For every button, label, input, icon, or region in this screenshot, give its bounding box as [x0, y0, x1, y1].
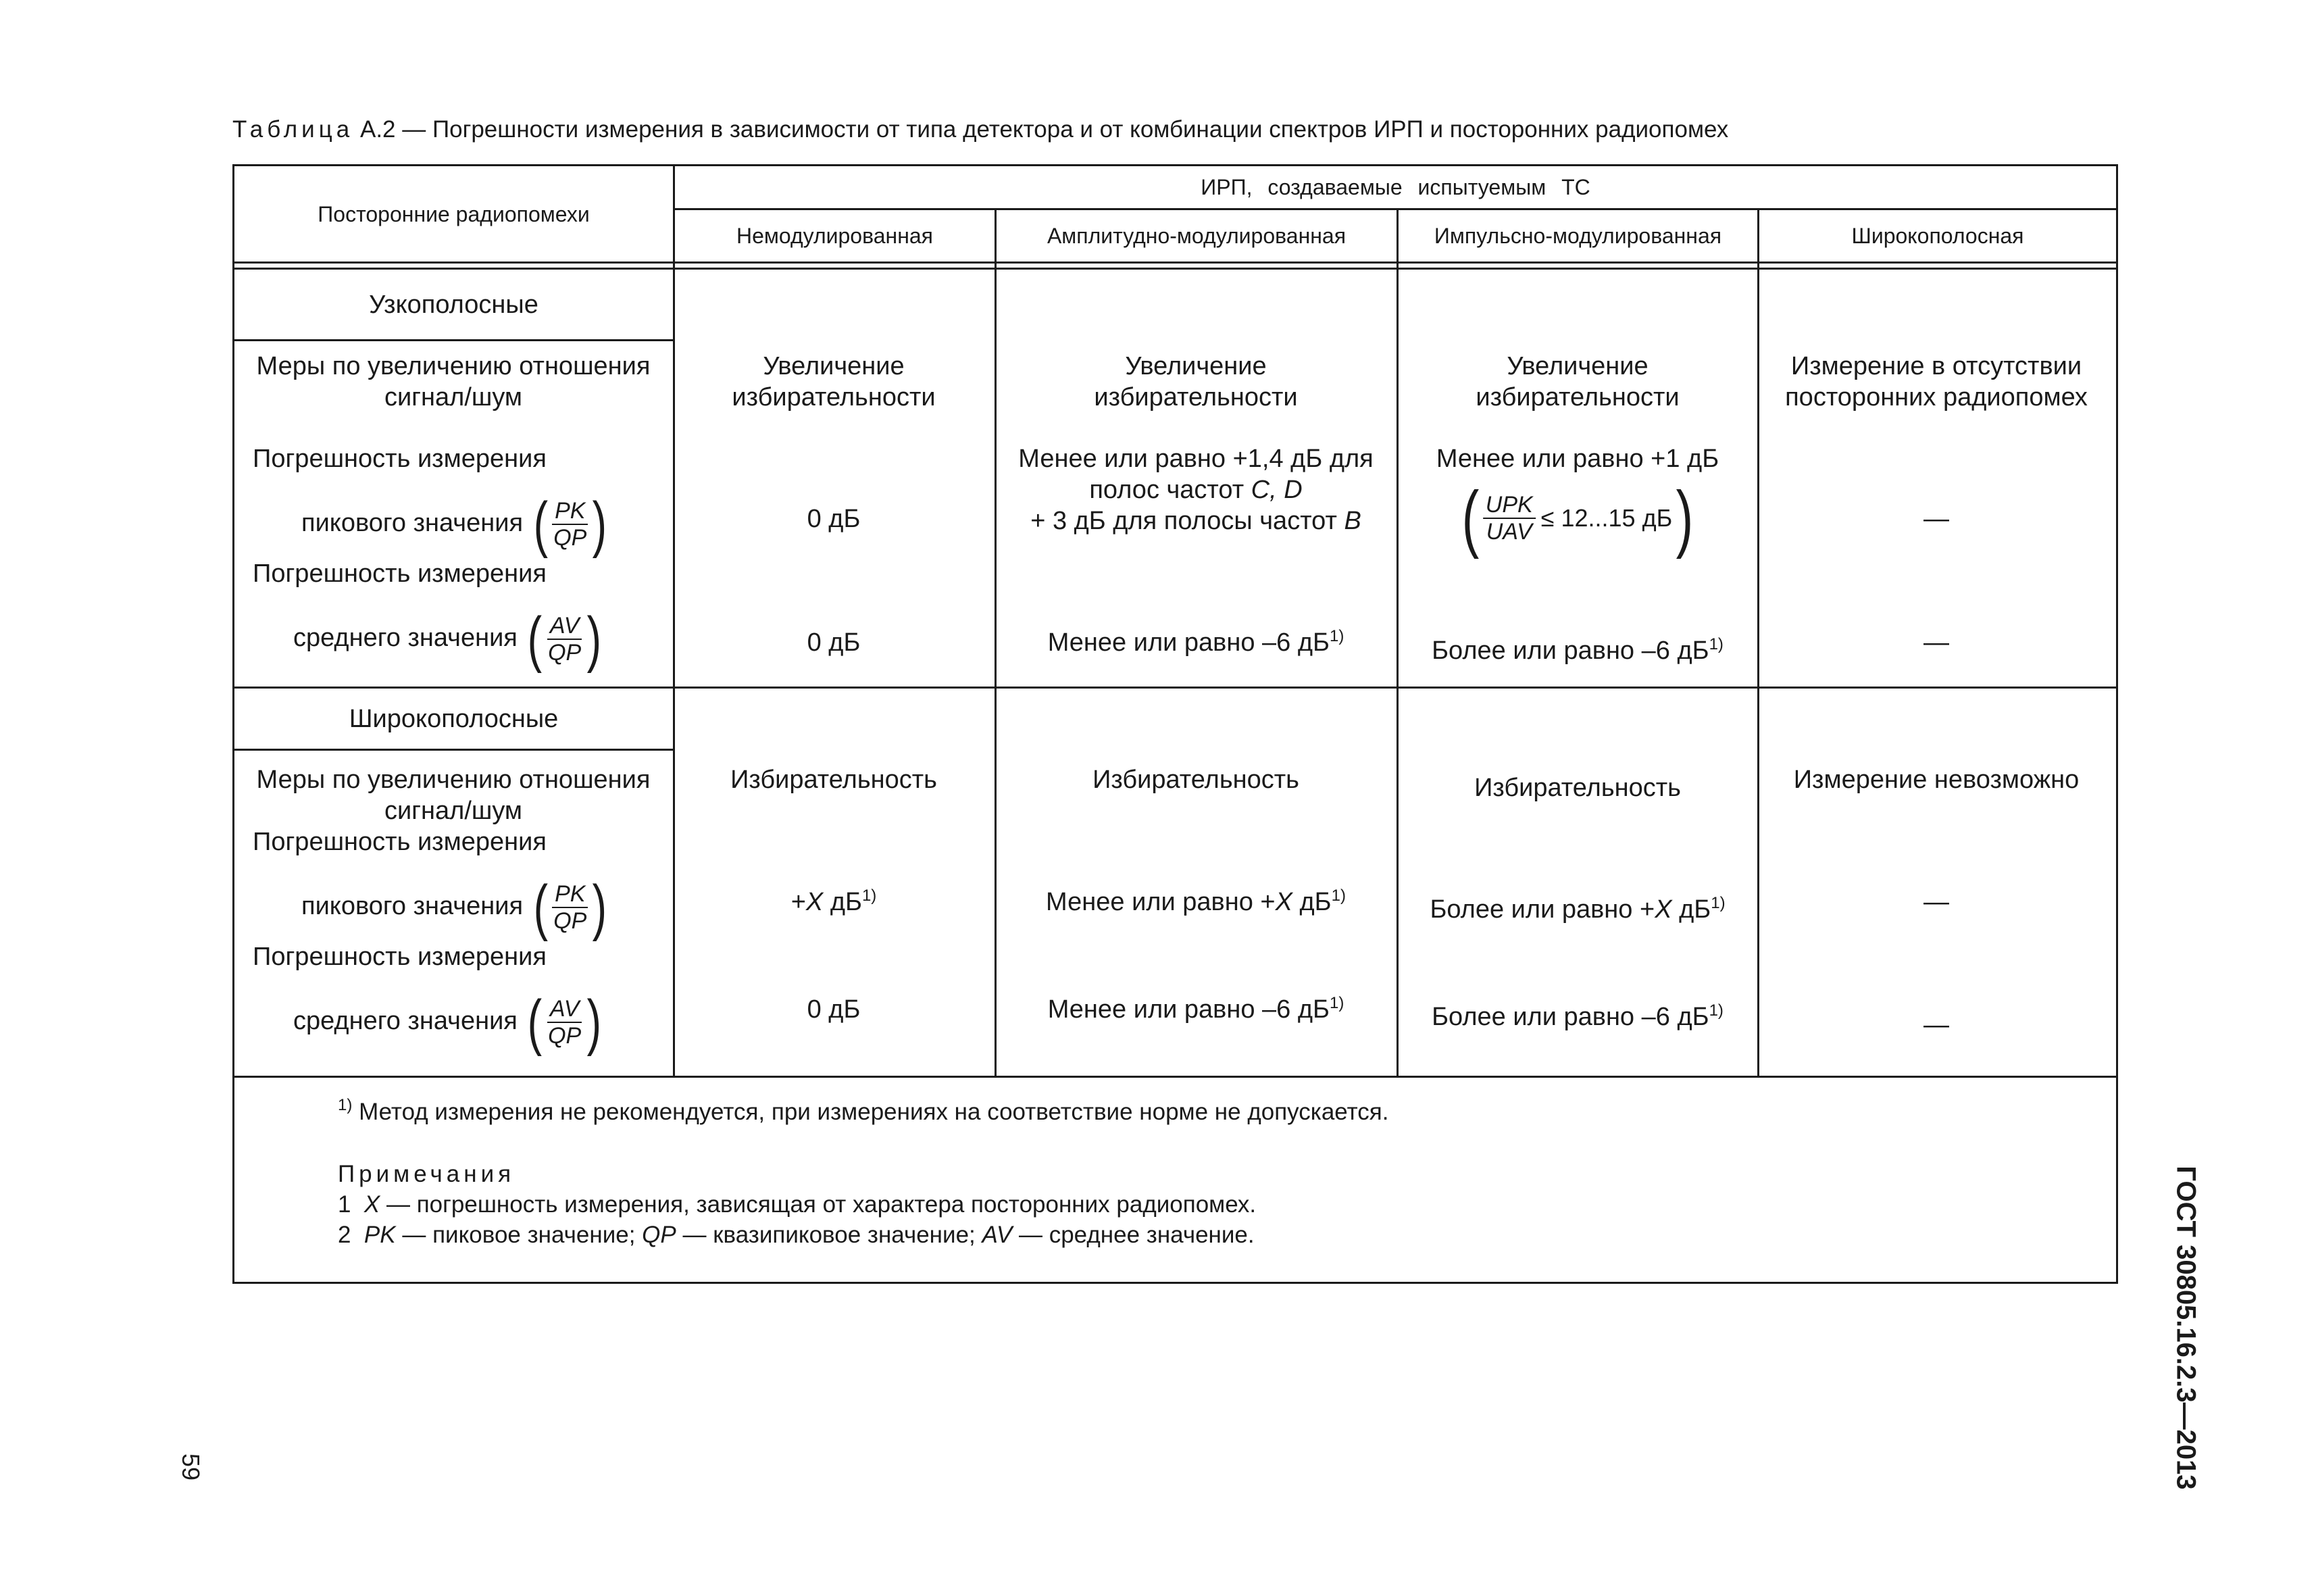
- av-qp-fraction: ( AV QP ): [528, 605, 602, 674]
- narrow-c2-measures-l1: Увеличение: [1125, 352, 1267, 380]
- wide-c3-peak: Более или равно +X $дБ^{1)}$: [1430, 894, 1726, 924]
- wide-c2-avg: Менее или равно –6 $дБ^{1)}$: [1047, 994, 1344, 1024]
- pk-qp-fraction-wide: ( PK QP ): [533, 873, 607, 942]
- caption-prefix: Таблица: [232, 116, 354, 143]
- narrow-c3-ratio: [1458, 476, 1697, 559]
- narrow-avg-label: среднего значения ( AV QP ): [293, 608, 605, 670]
- wide-c1-selectivity: Избирательность: [730, 766, 937, 794]
- page-number: 59: [177, 1453, 205, 1481]
- narrow-measures-l2: сигнал/шум: [384, 383, 523, 412]
- wide-c1-peak: +X $дБ^{1)}$: [790, 887, 877, 916]
- narrow-c4-measures-l1: Измерение в отсутствии: [1790, 352, 2082, 380]
- narrow-c4-measures-l2: посторонних радиопомех: [1785, 383, 2088, 412]
- narrow-c3-measures-l1: Увеличение: [1507, 352, 1649, 380]
- wide-c1-avg: 0 дБ: [807, 995, 861, 1024]
- narrow-c1-measures-l2: избирательности: [732, 383, 936, 412]
- wide-c4-selectivity: Измерение невозможно: [1793, 766, 2080, 794]
- wide-c3-avg: Более или равно –6 $дБ^{1)}$: [1432, 1001, 1724, 1031]
- narrow-c3-avg: Более или равно –6 $дБ^{1)}$: [1432, 635, 1724, 665]
- pk-qp-fraction: ( PK QP ): [533, 490, 607, 559]
- wide-c4-avg: —: [1923, 1011, 1949, 1039]
- wide-avg-err-label: Погрешность измерения: [253, 943, 547, 971]
- narrow-title: Узкополосные: [369, 290, 538, 319]
- narrow-peak-label: пикового значения ( PK QP ): [301, 493, 610, 555]
- wide-c2-selectivity: Избирательность: [1092, 766, 1299, 794]
- upk-uav-fraction: ( UPK UAV ≤ 12...15 дБ ): [1461, 476, 1694, 559]
- header-group: ИРП, создаваемые испытуемым ТС: [1201, 175, 1590, 199]
- header-col-pulse: Импульсно-модулированная: [1434, 224, 1722, 248]
- header-interference: Посторонние радиопомехи: [318, 201, 590, 226]
- wide-peak-err-label: Погрешность измерения: [253, 828, 547, 856]
- narrow-c4-peak: —: [1923, 505, 1949, 533]
- narrow-c2-peak-l2: полос частот C, D: [1089, 476, 1303, 504]
- narrow-c2-peak-l3: + 3 дБ для полосы частот B: [1030, 507, 1361, 535]
- narrow-c2-peak-l1: Менее или равно +1,4 дБ для: [1018, 445, 1374, 473]
- note-2: 2 PK — пиковое значение; QP — квазипиковое значение; AV — среднее значение.: [338, 1222, 1255, 1248]
- header-col-wideband: Широкополосная: [1851, 224, 2024, 248]
- wide-c2-peak: Менее или равно +X $дБ^{1)}$: [1046, 887, 1346, 916]
- narrow-avg-err-label: Погрешность измерения: [253, 559, 547, 588]
- notes-title: Примечания: [338, 1161, 515, 1187]
- wide-measures-l2: сигнал/шум: [384, 797, 523, 825]
- narrow-c3-peak: Менее или равно +1 дБ: [1436, 445, 1719, 473]
- narrow-c1-measures-l1: Увеличение: [763, 352, 905, 380]
- narrow-c2-avg: Менее или равно –6 $дБ^{1)}$: [1047, 627, 1344, 657]
- wide-avg-label: среднего значения ( AV QP ): [293, 991, 605, 1053]
- narrow-c3-measures-l2: избирательности: [1476, 383, 1680, 412]
- standard-side-label: ГОСТ 30805.16.2.3—2013: [2171, 1166, 2201, 1490]
- narrow-c2-measures-l2: избирательности: [1094, 383, 1298, 412]
- narrow-peak-err-label: Погрешность измерения: [253, 445, 547, 473]
- caption-text: А.2 — Погрешности измерения в зависимости от типа детектора и от комбинации спектров ИРП и посторонних радиопомех: [359, 116, 1729, 143]
- header-col-unmodulated: Немодулированная: [736, 224, 933, 248]
- narrow-c1-avg: 0 дБ: [807, 628, 861, 657]
- narrow-measures-l1: Меры по увеличению отношения: [256, 352, 651, 380]
- table-caption: [232, 116, 1728, 143]
- wide-title: Широкополосные: [349, 704, 559, 733]
- narrow-c4-avg: —: [1923, 628, 1949, 657]
- footnote: $^{1)}$ Метод измерения не рекомендуется, при измерениях на соответствие норме не допускается.: [338, 1096, 1389, 1125]
- note-1: 1 X — погрешность измерения, зависящая от характера посторонних радиопомех.: [338, 1191, 1257, 1218]
- wide-c3-selectivity: Избирательность: [1474, 774, 1681, 802]
- header-col-am: Амплитудно-модулированная: [1047, 224, 1347, 248]
- wide-measures-l1: Меры по увеличению отношения: [256, 766, 651, 794]
- wide-peak-label: пикового значения ( PK QP ): [301, 876, 610, 939]
- wide-c4-peak: —: [1923, 888, 1949, 916]
- narrow-c1-peak: 0 дБ: [807, 505, 861, 533]
- av-qp-fraction-wide: ( AV QP ): [528, 988, 602, 1057]
